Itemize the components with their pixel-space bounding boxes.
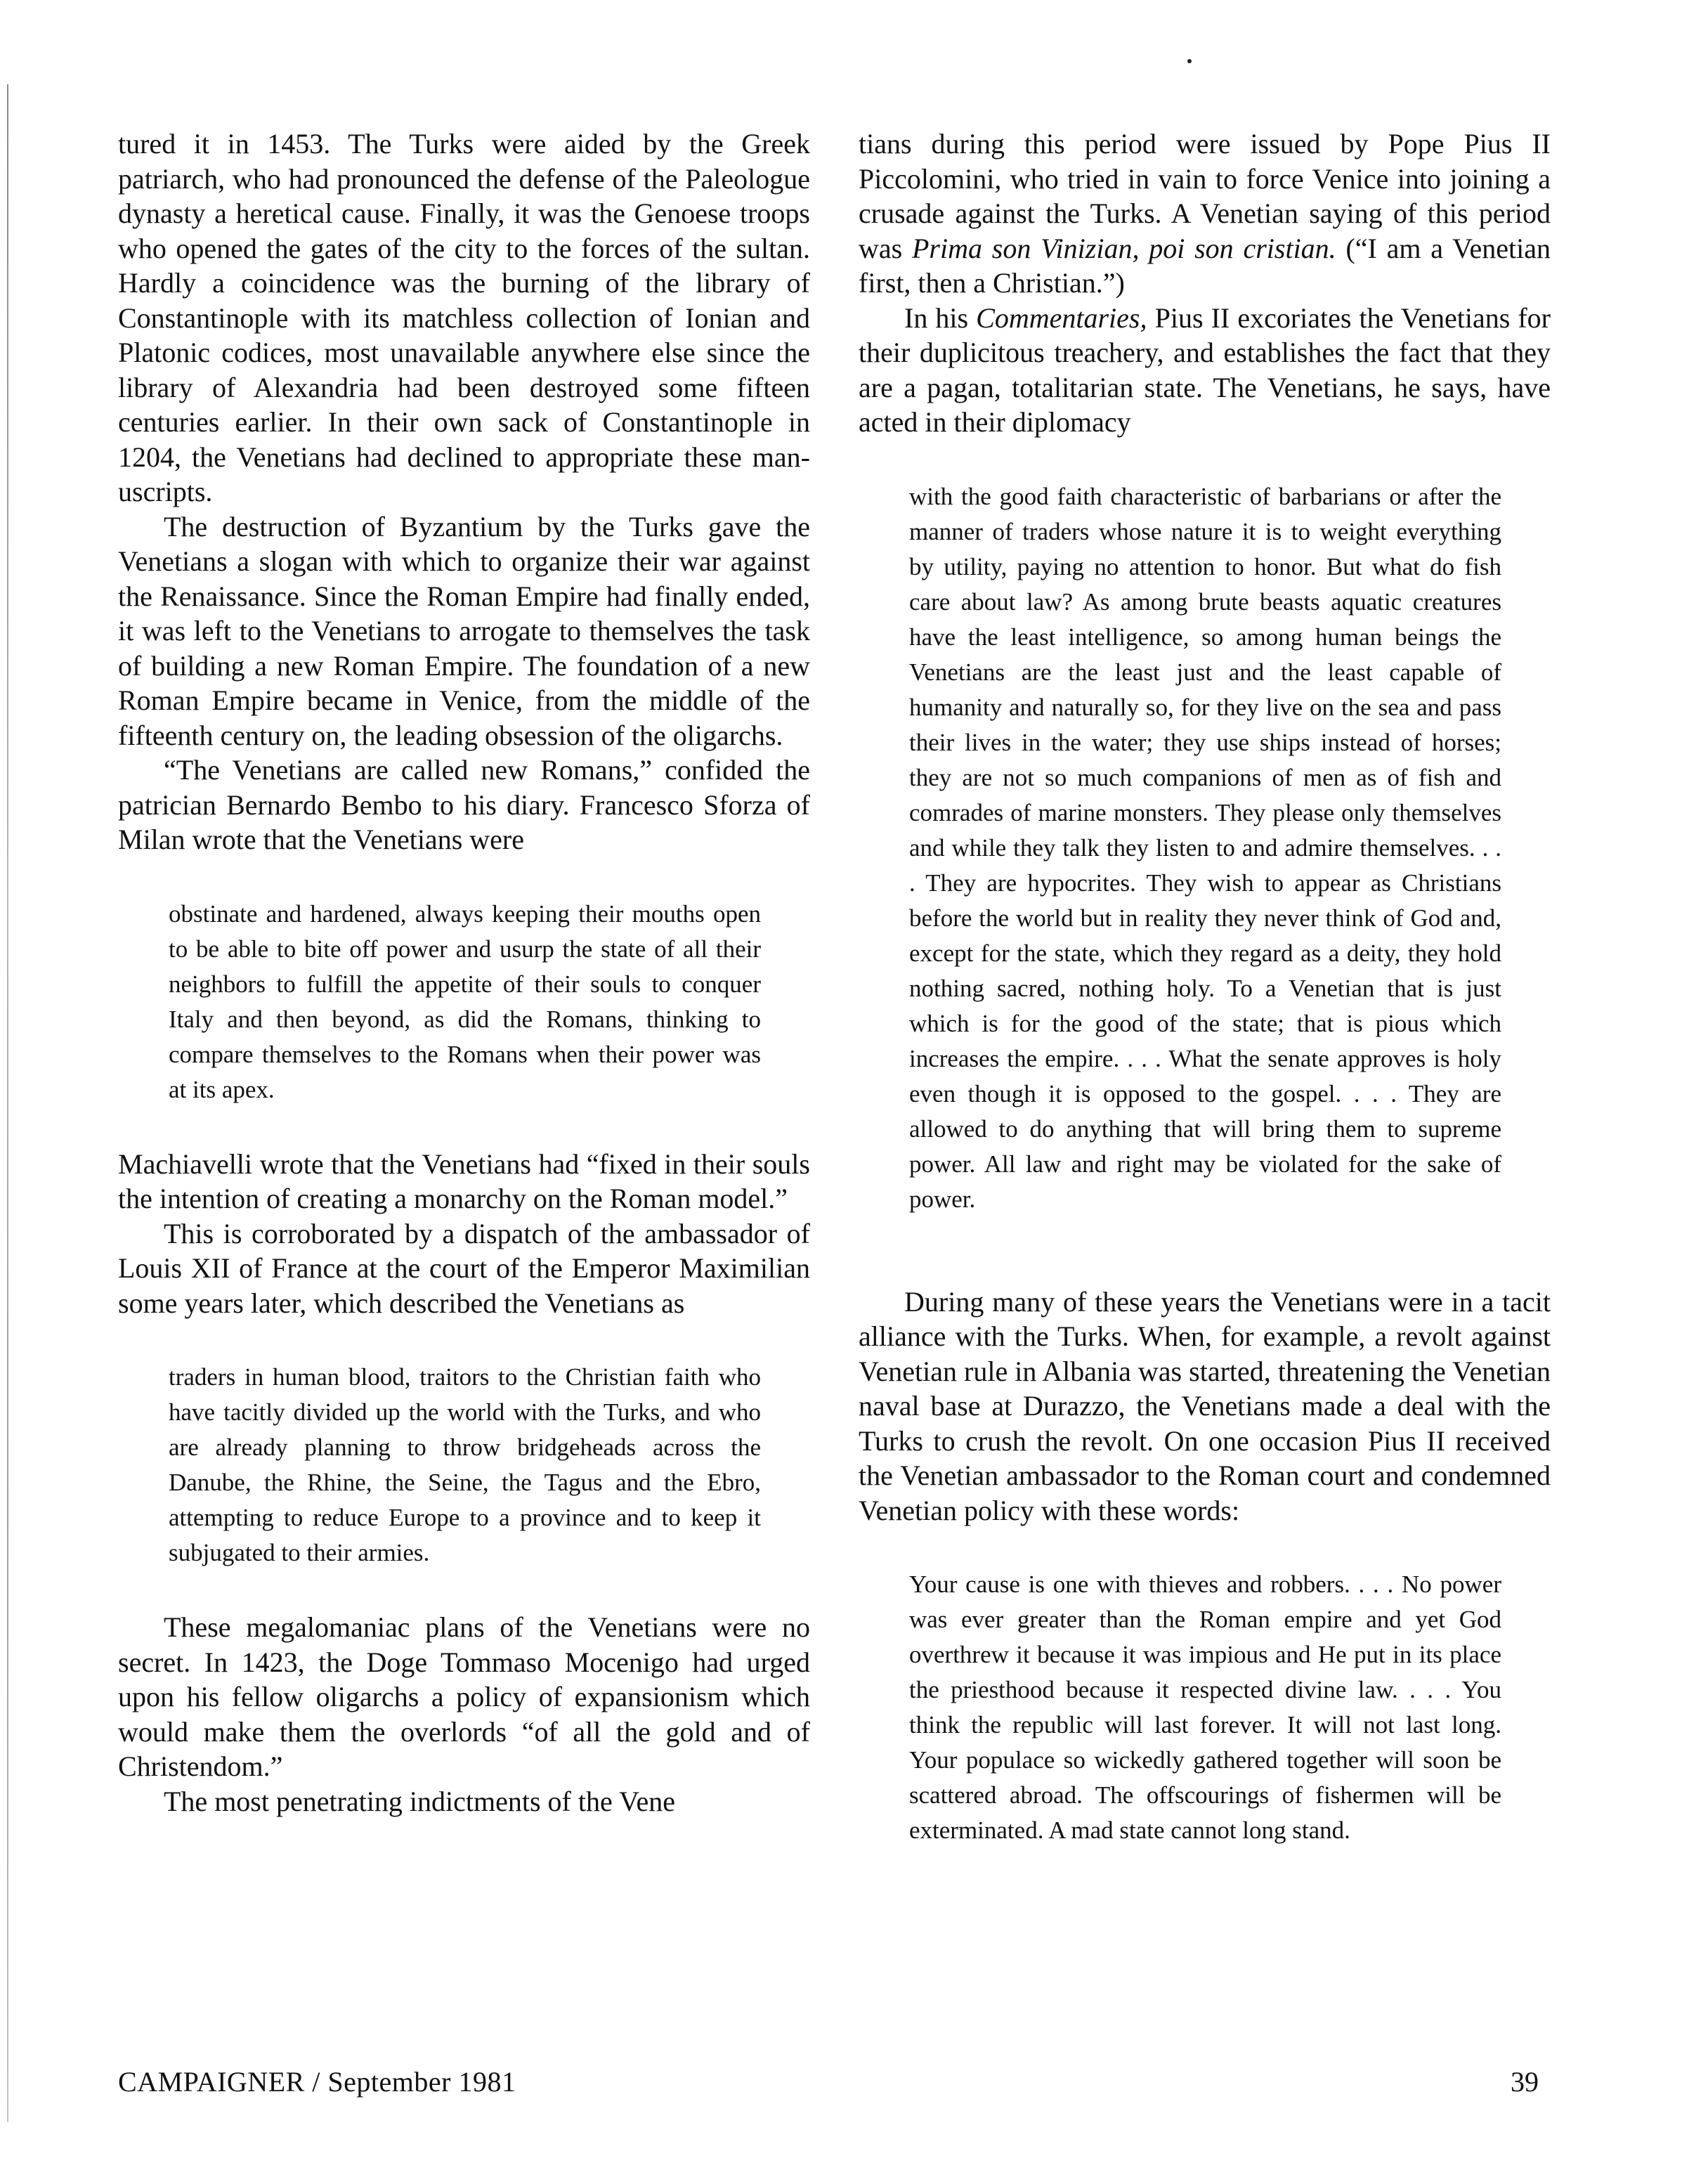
right-paragraph-3: During many of these years the Venetians were in a tacit alliance with the Turks. When, for example, a revolt against Venetian rule in Albania was started, threatening the Venetian naval base at Durazzo, the Venetians made a deal with the Turks to crush the revolt. On one occasion Pius II received the Venetian ambassador to the Roman court and condemned Venetian policy with these words: — [859, 1285, 1551, 1526]
right-block-quote-2: Your cause is one with thieves and robbers. . . . No power was ever greater than the Roman empire and yet God overthrew it because it was impious and He put in its place the priesthood because it respected divine law. . . . You think the republic will last forever. It will not last long. Your populace so wickedly gathered together will soon be scattered abroad. The offscourings of fishermen will be exterminated. A mad state cannot long stand. — [909, 1571, 1501, 1844]
left-paragraph-4: Machiavelli wrote that the Venetians had “fixed in their souls the intention of creating a monarchy on the Roman model.” — [118, 1148, 810, 1214]
right-paragraph-2 — [859, 301, 1551, 440]
right-paragraph-2-text: Pius II excoriates the Venetians for their duplicitous treachery, and establishes the fact that they are a pagan, totalitarian state. The Venetians, he says, have acted in their diplomacy — [859, 301, 1551, 438]
venetian-saying: Prima son Vinizian, poi son cristian. — [911, 232, 1336, 264]
publication-footer: CAMPAIGNER / September 1981 — [118, 2066, 516, 2098]
right-block-quote-1: with the good faith characteristic of barbarians or after the manner of traders whose nature it is to weight everything by utility, paying no attention to honor. But what do fish care about law? As among brute beasts aquatic creatures have the least intelligence, so among human beings the Venetians are the least just and the least capable of humanity and naturally so, for they live on the sea and pass their lives in the water; they use ships instead of horses; they are not so much companions of men as of fish and comrades of marine monsters. They please only themselves and while they talk they listen to and admire themselves. . . . They are hypocrites. They wish to appear as Christians before the world but in reality they never think of God and, except for the state, which they regard as a deity, they hold nothing sacred, nothing holy. To a Venetian that is just which is for the good of the state; that is pious which increases the empire. . . . What the senate approves is holy even though it is opposed to the gospel. . . . They are allowed to do anything that will bring them to supreme power. All law and right may be violated for the sake of power. — [909, 482, 1501, 1213]
commentaries-title: Commentaries, — [976, 301, 1147, 334]
left-paragraph-7: The most penetrating indictments of the Vene — [164, 1785, 675, 1817]
right-column — [859, 126, 1551, 1848]
left-paragraph-6: These megalomaniac plans of the Venetians were no secret. In 1423, the Doge Tommaso Mocenigo had urged upon his fellow oligarchs a policy of expansionism which would make them the overlords “of all the gold and of Christendom.” — [118, 1611, 810, 1782]
scan-speck — [1187, 59, 1192, 63]
left-paragraph-3: “The Venetians are called new Romans,” confided the patrician Bernardo Bembo to his diary. Francesco Sforza of Milan wrote that the Venetians were — [118, 754, 810, 855]
left-paragraph-1: tured it in 1453. The Turks were aided by the Greek patriarch, who had pronounced the defense of the Paleologue dynasty a heretical cause. Finally, it was the Genoese troops who opened the gates of the city to the forces of the sultan. Hardly a coincidence was the burning of the library of Constantinople with its matchless collection of Ionian and Platonic codices, most unavailable anywhere else since the library of Alexandria had been destroyed some fifteen centuries earlier. In their own sack of Constantinople in 1204, the Venetians had declined to appropriate these manuscripts. — [118, 128, 810, 507]
left-block-quote-1: obstinate and hardened, always keeping their mouths open to be able to bite off power and usurp the state of all their neighbors to fulfill the appetite of their souls to conquer Italy and then beyond, as did the Romans, thinking to compare themselves to the Romans when their power was at its apex. — [169, 899, 761, 1103]
scan-edge-line — [7, 84, 8, 2122]
left-column — [118, 126, 810, 1819]
page-number: 39 — [1511, 2066, 1539, 2098]
right-paragraph-1-translation: (“I am a Venetian first, then a Christian.”) — [859, 232, 1551, 299]
right-paragraph-1-text: tians during this period were issued by Pope Pius II Piccolomini, who tried in vain to force Venice into joining a crusade against the Turks. A Venetian saying of this period was — [859, 128, 1551, 264]
right-paragraph-2-lead: In his — [904, 301, 977, 334]
right-paragraph-1 — [859, 126, 1551, 301]
left-paragraph-2: The destruction of Byzantium by the Turks gave the Venetians a slogan with which to organize their war against the Renaissance. Since the Roman Empire had finally ended, it was left to the Venetians to arrogate to themselves the task of building a new Roman Empire. The foundation of a new Roman Empire became in Venice, from the middle of the fifteenth century on, the leading obsession of the oligarchs. — [118, 510, 810, 751]
left-paragraph-5: This is corroborated by a dispatch of the ambassador of Louis XII of France at the court of the Emperor Maximilian some years later, which described the Venetians as — [118, 1217, 810, 1319]
left-block-quote-2: traders in human blood, traitors to the Christian faith who have tacitly divided up the world with the Turks, and who are already planning to throw bridgeheads across the Danube, the Rhine, the Seine, the Tagus and the Ebro, attempting to reduce Europe to a province and to keep it subjugated to their armies. — [169, 1363, 761, 1566]
